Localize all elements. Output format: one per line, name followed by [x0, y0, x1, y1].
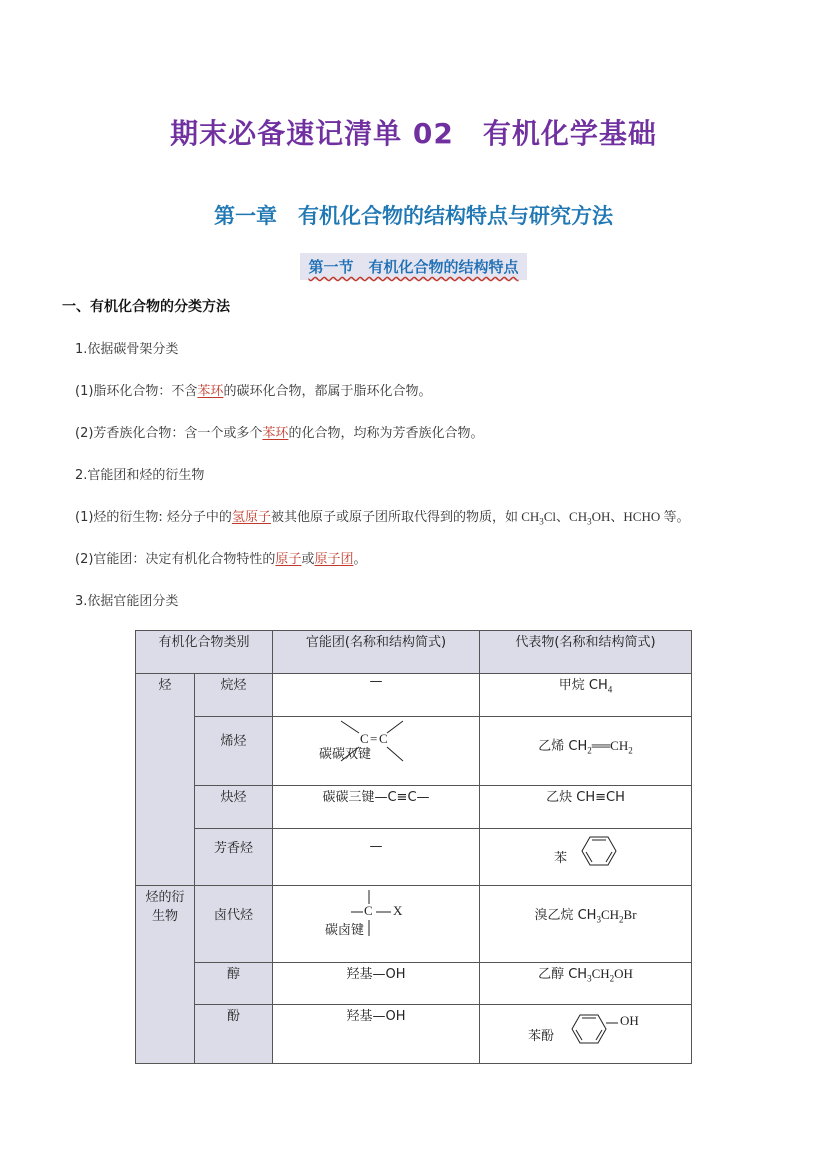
text: (2)官能团：决定有机化合物特性的: [75, 552, 276, 567]
fg-alcohol: 羟基—OH: [273, 963, 480, 1005]
rep-halide: [480, 886, 692, 963]
keyword-benzene-ring: 苯环: [197, 384, 224, 399]
table-row: [136, 886, 692, 963]
rep-name-phenol: 苯酚: [528, 1029, 555, 1044]
subscript: 3: [539, 516, 544, 527]
heading-classification: 一、有机化合物的分类方法: [62, 299, 230, 315]
text: ══CH: [591, 738, 629, 753]
rep-aromatic: [480, 829, 692, 886]
phenol-structure: [486, 1005, 685, 1063]
class-aromatic: 芳香烃: [195, 829, 273, 886]
rep-name-benzene: 苯: [554, 851, 568, 866]
header-functional-group: 官能团(名称和结构简式): [273, 631, 480, 674]
table-row: [136, 963, 692, 1005]
carbon: C: [364, 903, 373, 918]
text: 的化合物，均称为芳香族化合物。: [288, 426, 484, 441]
para-aromatic: [75, 422, 483, 441]
class-alcohol: 醇: [195, 963, 273, 1005]
para-derivatives: [75, 506, 689, 527]
group-hydrocarbon: 烃: [136, 674, 195, 886]
fg-alkene: [273, 717, 480, 786]
text: CH: [591, 966, 610, 981]
carbon-left: C: [360, 731, 369, 746]
para-functional-group-def: [75, 548, 366, 567]
text: OH、HCHO 等。: [591, 509, 690, 524]
para-by-functional-group: 3.依据官能团分类: [75, 594, 179, 609]
text: 的碳环化合物，都属于脂环化合物。: [223, 384, 432, 399]
class-halide: 卤代烃: [195, 886, 273, 963]
table-header-row: [136, 631, 692, 674]
rep-alkane: [480, 674, 692, 717]
table-row: [136, 829, 692, 886]
subscript: 2: [609, 973, 615, 984]
halide-structure: [279, 886, 473, 962]
text: 甲烷 CH: [558, 678, 608, 693]
class-alkane: 烷烃: [195, 674, 273, 717]
double-bond-sign: =: [370, 731, 378, 746]
text: (1)烃的衍生物: 烃分子中的: [75, 510, 232, 525]
carbon-halogen-skeleton: [279, 886, 474, 962]
hydroxyl-label: OH: [620, 1013, 639, 1028]
subscript: 3: [596, 914, 601, 925]
group-derivatives-line2: 生物: [151, 909, 178, 924]
keyword-hydrogen-atom: 氢原子: [231, 510, 271, 525]
section-title-wrap: [0, 253, 827, 280]
subscript: 4: [607, 684, 613, 695]
carbon-right: C: [379, 731, 388, 746]
table-row: [136, 1005, 692, 1064]
section-title: 第一节 有机化合物的结构特点: [300, 253, 526, 280]
class-alkyne: 炔烃: [195, 786, 273, 829]
fg-aromatic: —: [273, 829, 480, 886]
classification-table: [135, 630, 692, 1064]
subscript: 2: [619, 914, 624, 925]
table-row: [136, 674, 692, 717]
text: 乙醇 CH: [538, 967, 588, 982]
benzene-structure: [486, 829, 685, 885]
header-class: 有机化合物类别: [136, 631, 273, 674]
text: CH: [600, 907, 620, 922]
subscript: 3: [587, 516, 592, 527]
class-phenol: 酚: [195, 1005, 273, 1064]
fg-name-alkene: 碳碳双键: [319, 747, 372, 762]
subscript: 3: [587, 973, 592, 984]
rep-alkyne: 乙炔 CH≡CH: [480, 786, 692, 829]
table-row: [136, 786, 692, 829]
double-bond-skeleton: [279, 717, 474, 785]
text: Cl、CH: [543, 509, 588, 524]
rep-alcohol: [480, 963, 692, 1005]
para-alicyclic: [75, 380, 431, 399]
subscript: 2: [628, 745, 633, 756]
text: Br: [623, 907, 637, 922]
text: 被其他原子或原子团所取代得到的物质，如 CH: [270, 509, 540, 524]
fg-halide: [273, 886, 480, 963]
rep-phenol: [480, 1005, 692, 1064]
subscript: 2: [587, 745, 592, 756]
para-carbon-skeleton: 1.依据碳骨架分类: [75, 342, 179, 357]
table-row: [136, 717, 692, 786]
chapter-title: 第一章 有机化合物的结构特点与研究方法: [214, 204, 613, 228]
text: OH: [614, 966, 633, 981]
rep-alkene: [480, 717, 692, 786]
fg-alkyne: 碳碳三键—C≡C—: [273, 786, 480, 829]
fg-alkane: —: [273, 674, 480, 717]
text: 或: [301, 552, 315, 567]
alkene-structure: [279, 717, 473, 785]
text: 乙烯 CH: [538, 739, 588, 754]
group-derivatives: [136, 886, 195, 1064]
page-title: 期末必备速记清单 02 有机化学基础: [170, 117, 657, 150]
halogen: X: [393, 903, 403, 918]
keyword-benzene-ring: 苯环: [262, 426, 289, 441]
text: (2)芳香族化合物：含一个或多个: [75, 426, 263, 441]
text: (1)脂环化合物：不含: [75, 384, 198, 399]
text: 溴乙烷 CH: [534, 908, 597, 923]
keyword-atom: 原子: [275, 552, 302, 567]
benzene-ring-icon: [570, 831, 630, 871]
fg-phenol: 羟基—OH: [273, 1005, 480, 1064]
para-functional-groups: 2.官能团和烃的衍生物: [75, 468, 205, 483]
text: 。: [353, 552, 367, 567]
class-alkene: 烯烃: [195, 717, 273, 786]
group-derivatives-line1: 烃的衍: [145, 890, 185, 905]
keyword-atom-group: 原子团: [314, 552, 354, 567]
fg-name-halide: 碳卤键: [325, 923, 365, 938]
header-representative: 代表物(名称和结构简式): [480, 631, 692, 674]
